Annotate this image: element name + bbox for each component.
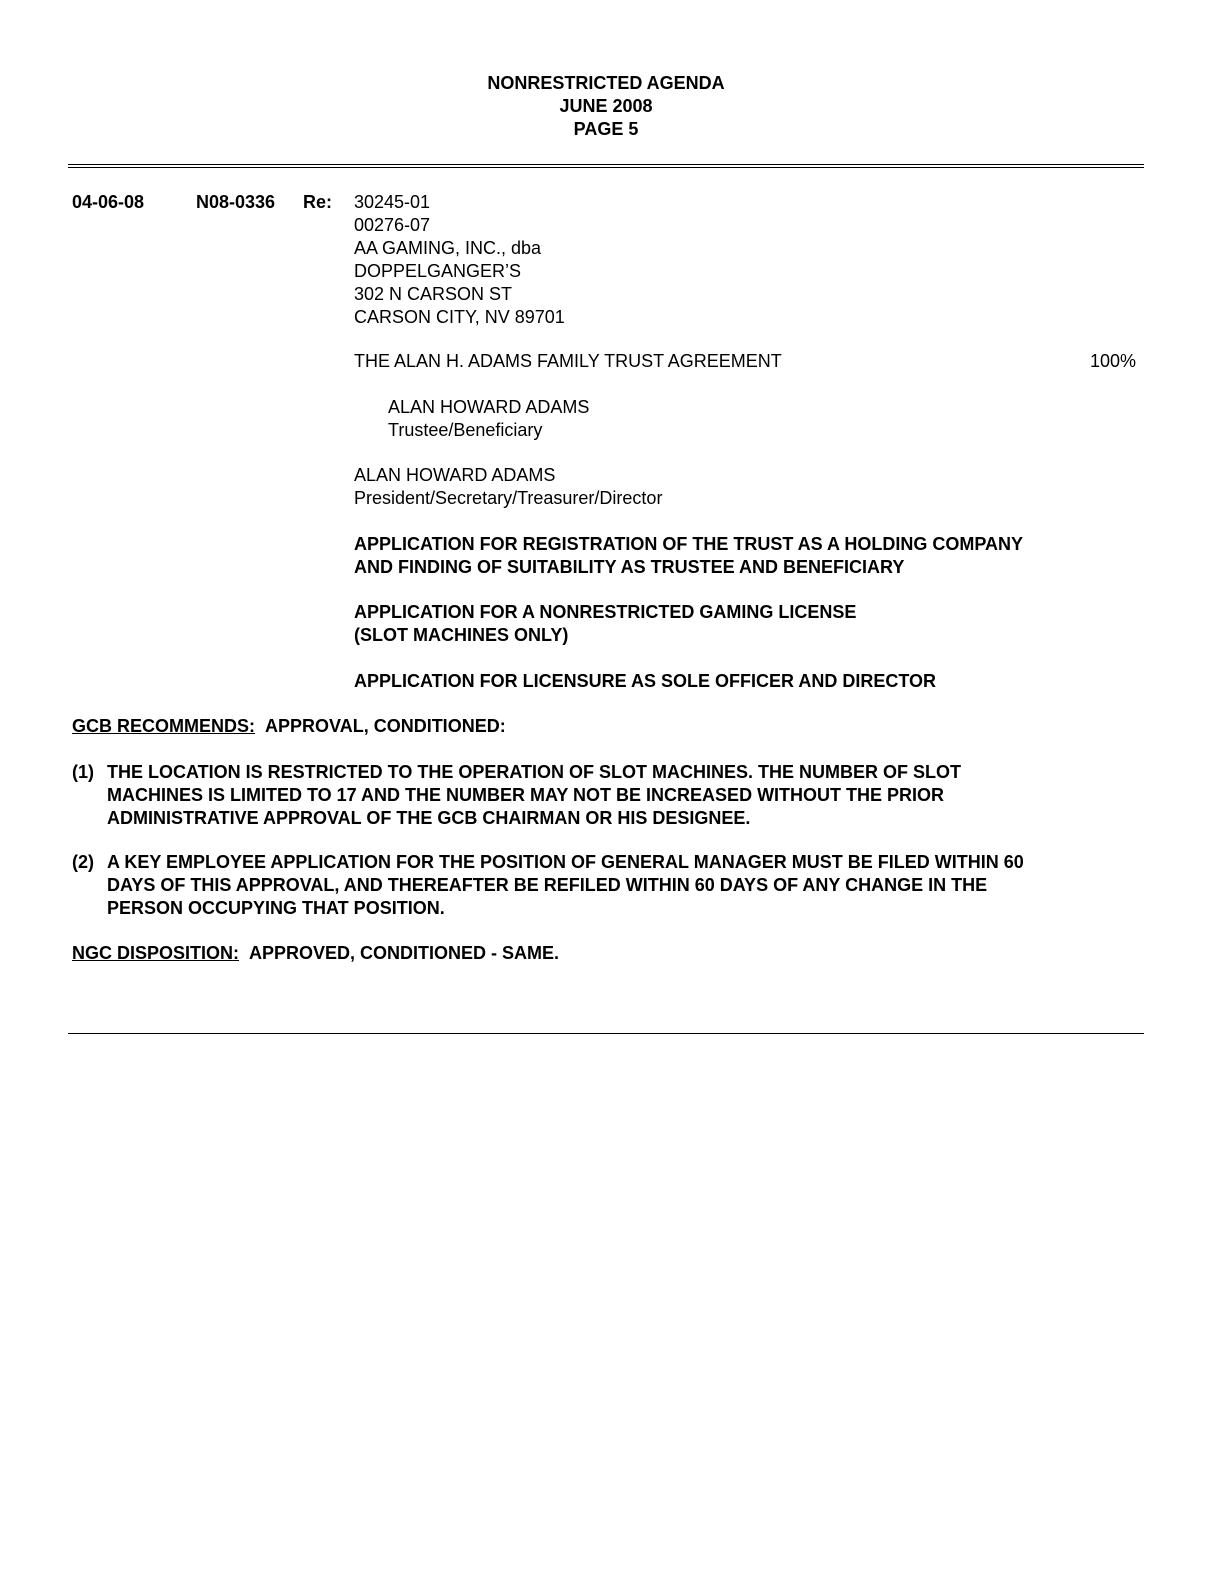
application-line: APPLICATION FOR REGISTRATION OF THE TRUST AS A HOLDING COMPANY	[354, 534, 1023, 554]
ngc-value: APPROVED, CONDITIONED - SAME.	[249, 943, 560, 963]
address-line: CARSON CITY, NV 89701	[354, 307, 565, 327]
application-line: APPLICATION FOR A NONRESTRICTED GAMING LICENSE	[354, 602, 857, 622]
officer-name: ALAN HOWARD ADAMS	[354, 465, 556, 485]
owner-percent: 100%	[1090, 351, 1137, 371]
application-licensure	[354, 670, 936, 693]
officer	[354, 464, 662, 510]
address-line: 00276-07	[354, 215, 431, 235]
application-line: APPLICATION FOR LICENSURE AS SOLE OFFICER AND DIRECTOR	[354, 671, 937, 691]
agenda-month: JUNE 2008	[559, 96, 653, 116]
trustee	[388, 396, 589, 442]
ngc-label: NGC DISPOSITION:	[72, 943, 240, 963]
condition-line: ADMINISTRATIVE APPROVAL OF THE GCB CHAIRMAN OR HIS DESIGNEE.	[107, 808, 751, 828]
header-divider	[68, 164, 1144, 168]
condition-line: MACHINES IS LIMITED TO 17 AND THE NUMBER MAY NOT BE INCREASED WITHOUT THE PRIOR	[107, 785, 945, 805]
item-date: 04-06-08	[72, 192, 145, 212]
application-license	[354, 601, 856, 647]
officer-title: President/Secretary/Treasurer/Director	[354, 488, 663, 508]
gcb-label: GCB RECOMMENDS:	[72, 716, 255, 736]
condition-line: DAYS OF THIS APPROVAL, AND THEREAFTER BE REFILED WITHIN 60 DAYS OF ANY CHANGE IN THE	[107, 875, 988, 895]
application-line: AND FINDING OF SUITABILITY AS TRUSTEE AND BENEFICIARY	[354, 557, 905, 577]
address-line: 30245-01	[354, 192, 431, 212]
application-registration	[354, 533, 1023, 579]
ngc-disposition	[72, 942, 559, 965]
footer-divider	[68, 1033, 1144, 1034]
trustee-name: ALAN HOWARD ADAMS	[388, 397, 590, 417]
gcb-recommendation	[72, 715, 506, 738]
condition-line: THE LOCATION IS RESTRICTED TO THE OPERATION OF SLOT MACHINES. THE NUMBER OF SLOT	[107, 762, 962, 782]
agenda-title: NONRESTRICTED AGENDA	[487, 73, 725, 93]
re-label: Re:	[303, 192, 333, 212]
condition-line: A KEY EMPLOYEE APPLICATION FOR THE POSITION OF GENERAL MANAGER MUST BE FILED WITHIN 60	[107, 852, 1024, 872]
gcb-value: APPROVAL, CONDITIONED:	[265, 716, 506, 736]
address-line: 302 N CARSON ST	[354, 284, 513, 304]
address-line: AA GAMING, INC., dba	[354, 238, 542, 258]
address-line: DOPPELGANGER’S	[354, 261, 522, 281]
condition-number: (1)	[72, 762, 94, 782]
application-line: (SLOT MACHINES ONLY)	[354, 625, 569, 645]
condition-number: (2)	[72, 852, 94, 872]
licensee-address	[354, 191, 565, 329]
trustee-title: Trustee/Beneficiary	[388, 420, 543, 440]
page-header	[0, 72, 1212, 141]
owner-name: THE ALAN H. ADAMS FAMILY TRUST AGREEMENT	[354, 351, 782, 371]
item-number: N08-0336	[196, 192, 276, 212]
page-number: PAGE 5	[573, 119, 639, 139]
condition-line: PERSON OCCUPYING THAT POSITION.	[107, 898, 445, 918]
